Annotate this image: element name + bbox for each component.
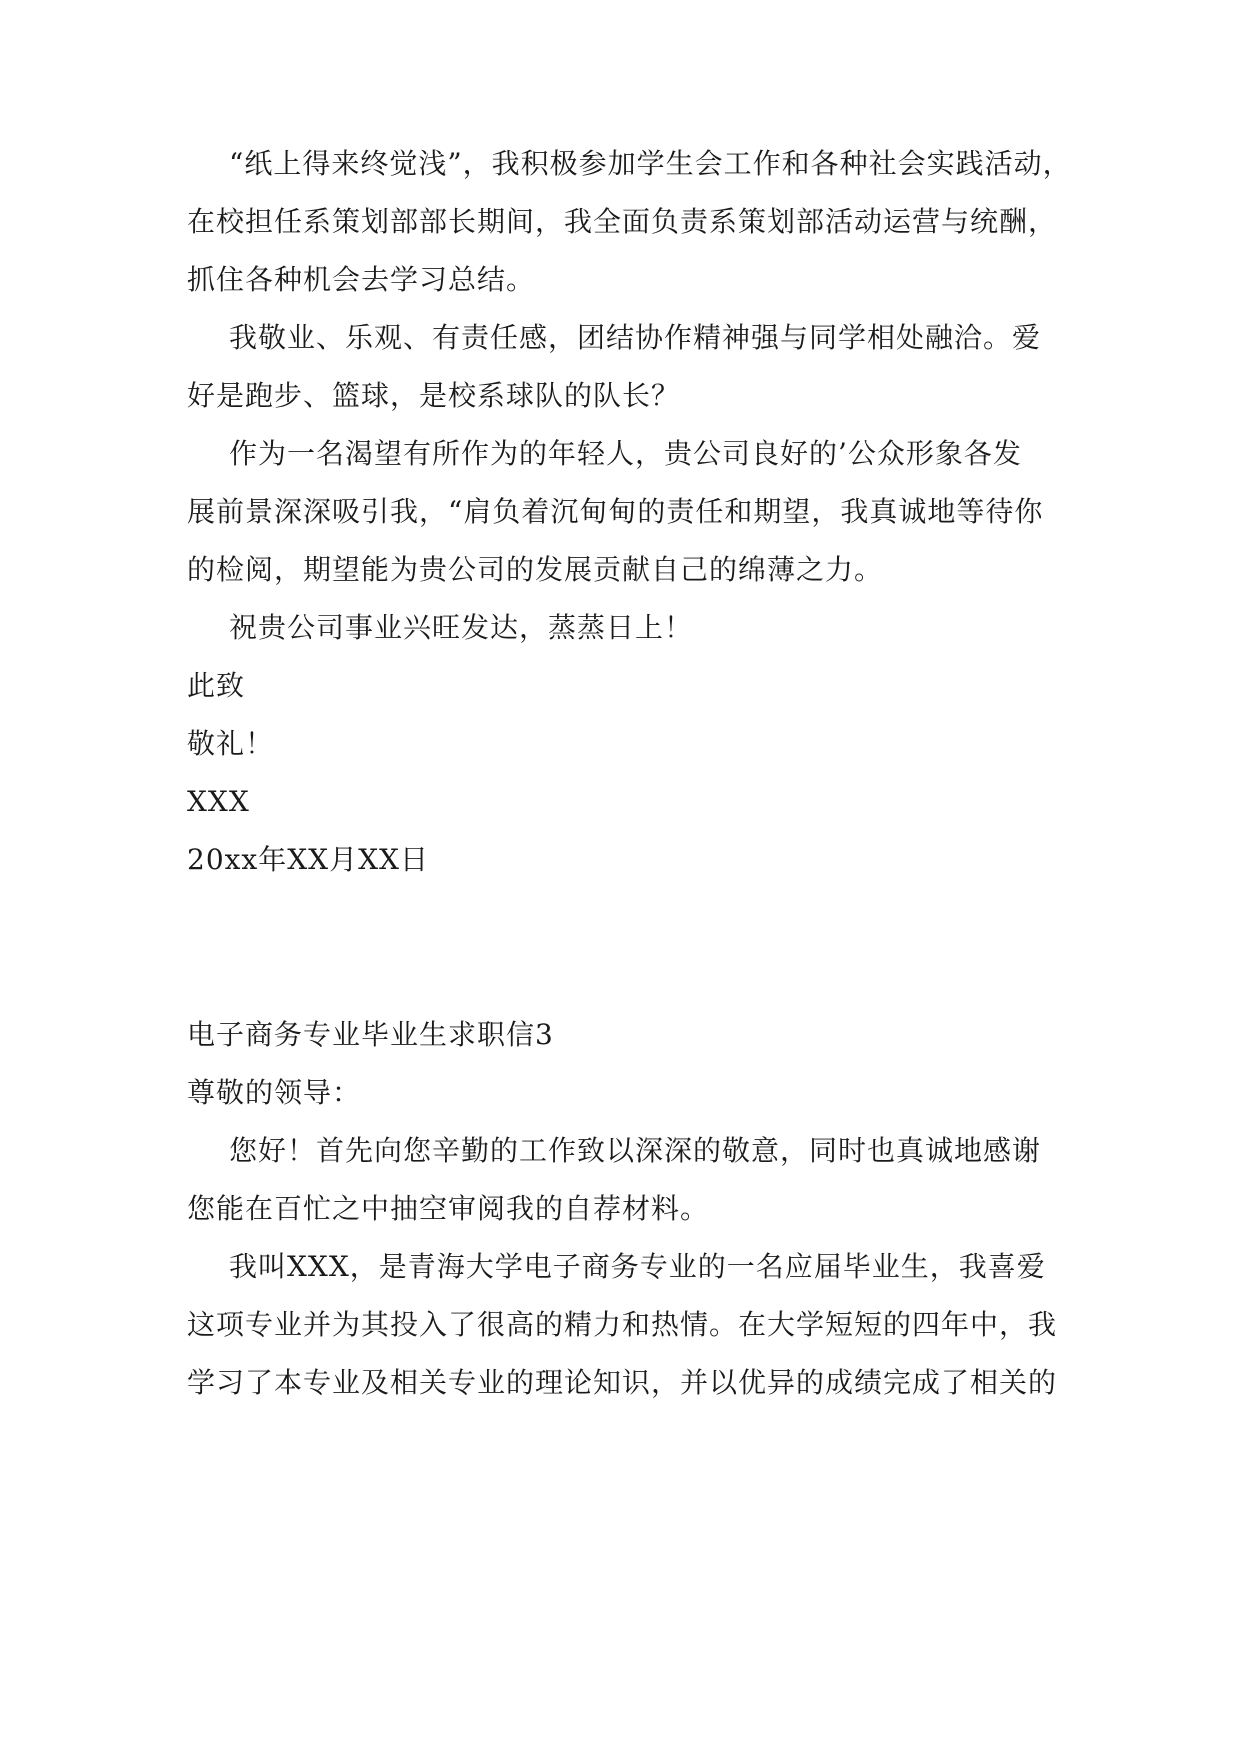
date: 20xx年XX月XX日 [187,843,429,876]
wish-line: 祝贵公司事业兴旺发达，蒸蒸日上！ [229,611,694,644]
letter-title: 电子商务专业毕业生求职信3 [187,1018,554,1051]
paragraph-line: 您能在百忙之中抽空审阅我的自荐材料。 [187,1192,710,1225]
paragraph-line: 学习了本专业及相关专业的理论知识，并以优异的成绩完成了相关的 [187,1366,1058,1399]
paragraph-line: 展前景深深吸引我，“肩负着沉甸甸的责任和期望，我真诚地等待你 [187,495,1044,528]
signature: XXX [187,785,250,818]
paragraph-line: 抓住各种机会去学习总结。 [187,263,536,296]
paragraph-line: 我叫XXX，是青海大学电子商务专业的一名应届毕业生，我喜爱 [229,1250,1046,1283]
paragraph-line: 作为一名渴望有所作为的年轻人，贵公司良好的’公众形象各发 [229,437,1022,470]
paragraph-line: 的检阅，期望能为贵公司的发展贡献自己的绵薄之力。 [187,553,884,586]
closing-line: 此致 [187,669,246,702]
closing-line: 敬礼！ [187,727,275,760]
salutation: 尊敬的领导： [187,1076,362,1109]
paragraph-line: 好是跑步、篮球，是校系球队的队长？ [187,379,681,412]
paragraph-line: 这项专业并为其投入了很高的精力和热情。在大学短短的四年中，我 [187,1308,1058,1341]
paragraph-line: 您好！首先向您辛勤的工作致以深深的敬意，同时也真诚地感谢 [229,1134,1042,1167]
paragraph-line: 在校担任系策划部部长期间，我全面负责系策划部活动运营与统酬， [187,205,1058,238]
paragraph-line: 我敬业、乐观、有责任感，团结协作精神强与同学相处融洽。爱 [229,321,1042,354]
paragraph-line: “纸上得来终觉浅”，我积极参加学生会工作和各种社会实践活动， [229,147,1072,180]
